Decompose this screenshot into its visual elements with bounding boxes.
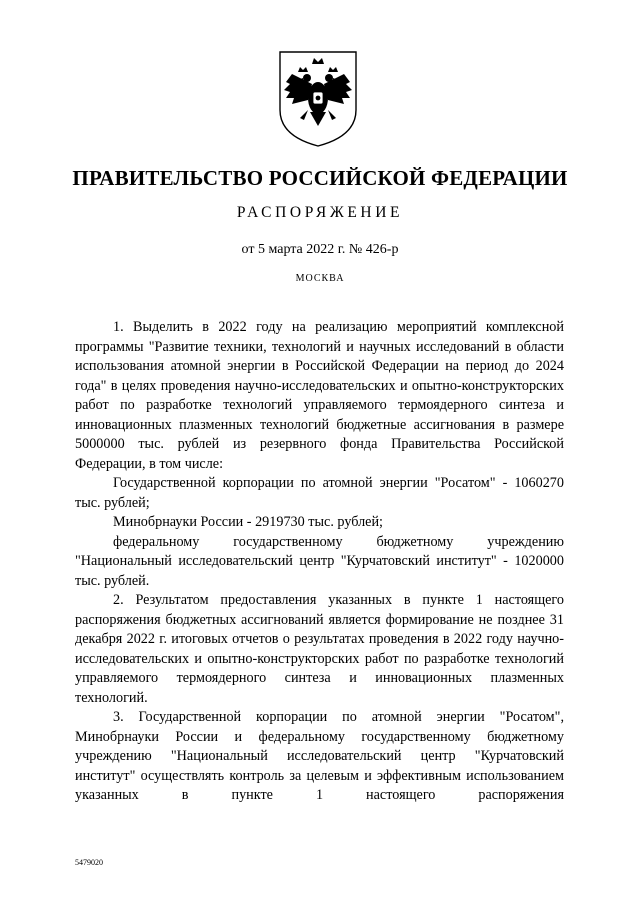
paragraph-3: 3. Государственной корпорации по атомной энергии "Росатом", Минобрнауки России и федеральному государственному бюджетному учреждению "Национальный исследовательский центр "Курчатовский институт" осуществлять контроль за целевым и эффективным использованием указанных в пункте 1 настоящего распоряжения <box>75 709 564 803</box>
document-type: РАСПОРЯЖЕНИЕ <box>236 204 404 221</box>
government-title: ПРАВИТЕЛЬСТВО РОССИЙСКОЙ ФЕДЕРАЦИИ <box>72 166 568 190</box>
document-date-number: от 5 марта 2022 г. № 426-р <box>241 242 399 257</box>
document-city: МОСКВА <box>295 273 345 284</box>
paragraph-1: 1. Выделить в 2022 году на реализацию мероприятий комплексной программы "Развитие техники, технологий и научных исследований в области использования атомной энергии в Российской Федерации на период до 2024 года" в целях проведения научно-исследовательских и опытно-конструкторских работ по разработке технологий управляемого термоядерного синтеза и инновационных плазменных технологий бюджетные ассигнования в размере 5000000 тыс. рублей из резервного фонда Правительства Российской Федерации, в том числе: <box>75 319 564 472</box>
paragraph-rosatom-allocation: Государственной корпорации по атомной энергии "Росатом" - 1060270 тыс. рублей; <box>75 475 564 511</box>
document-body <box>75 318 564 806</box>
paragraph-kurchatov-allocation: федеральному государственному бюджетному учреждению "Национальный исследовательский центр "Курчатовский институт" - 1020000 тыс. рублей. <box>75 533 564 589</box>
russian-coat-of-arms-icon <box>274 48 362 148</box>
paragraph-2: 2. Результатом предоставления указанных в пункте 1 настоящего распоряжения бюджетных ассигнований является формирование не позднее 31 декабря 2022 г. итоговых отчетов о результатах проведения в 2022 году научно-исследовательских и опытно-конструкторских работ по разработке технологий управляемого термоядерного синтеза и инновационных плазменных технологий. <box>75 592 564 706</box>
paragraph-minobrnauki-allocation: Минобрнауки России - 2919730 тыс. рублей; <box>113 514 383 530</box>
footer-document-code: 5479020 <box>75 858 103 867</box>
